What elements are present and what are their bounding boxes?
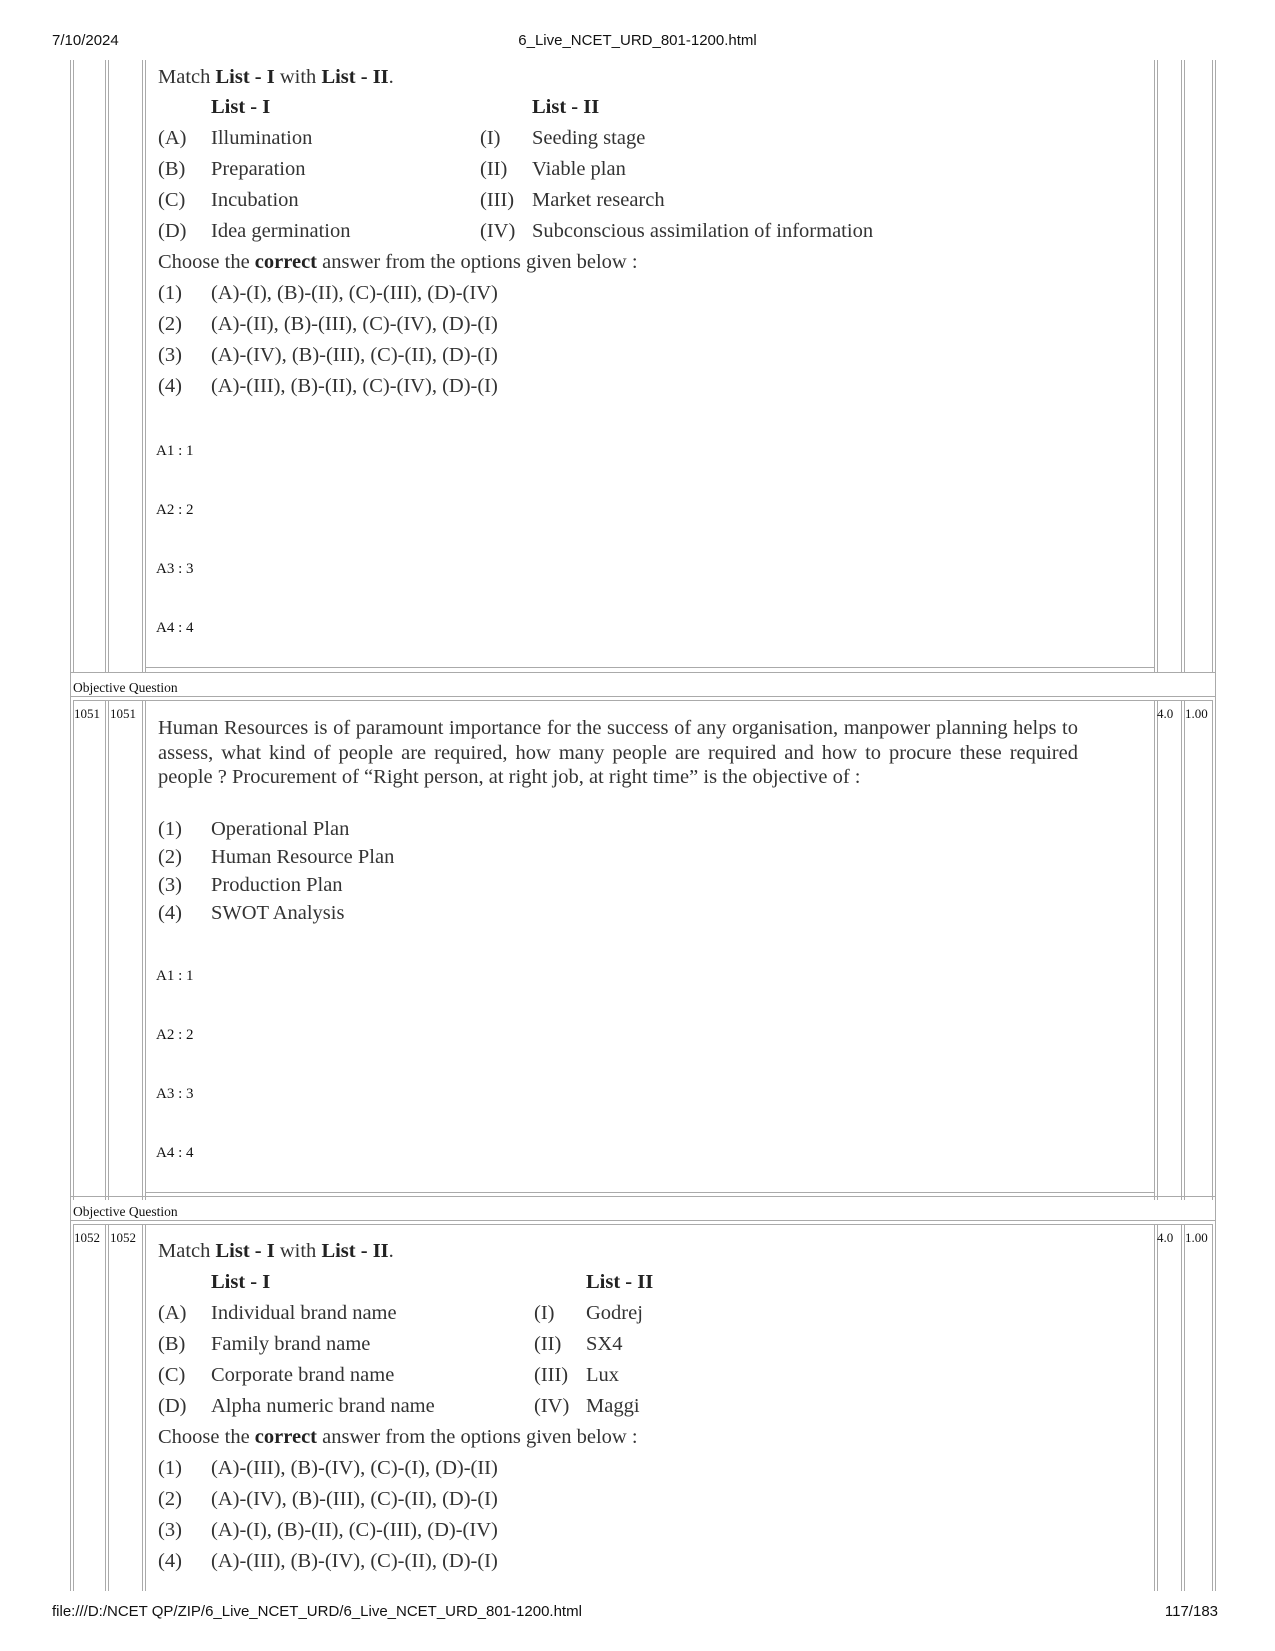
answer-option: A3 : 3	[156, 561, 194, 577]
serial-number: 1052	[74, 1230, 100, 1245]
question-stem: Match List - I with List - II.	[158, 1240, 394, 1262]
marks: 4.0	[1157, 1230, 1174, 1245]
print-date: 7/10/2024	[52, 32, 119, 49]
list-2-heading: List - II	[586, 1271, 654, 1293]
list-1-heading: List - I	[211, 1271, 271, 1293]
serial-number: 1051	[74, 706, 100, 721]
page-number: 117/183	[1164, 1603, 1218, 1620]
file-path: file:///D:/NCET QP/ZIP/6_Live_NCET_URD/6_Live_NCET_URD_801-1200.html	[52, 1603, 582, 1620]
question-type-label: Objective Question	[73, 1204, 178, 1219]
list-2-heading: List - II	[532, 96, 600, 118]
choose-instruction: Choose the correct answer from the options given below :	[158, 251, 638, 273]
answer-option: A1 : 1	[156, 968, 194, 984]
answer-option: A3 : 3	[156, 1086, 194, 1102]
answer-option: A2 : 2	[156, 502, 194, 518]
negative-marks: 1.00	[1185, 1230, 1208, 1245]
question-id: 1052	[110, 1230, 136, 1245]
answer-option: A2 : 2	[156, 1027, 194, 1043]
list-1-heading: List - I	[211, 96, 271, 118]
choose-instruction: Choose the correct answer from the options given below :	[158, 1426, 638, 1448]
question-stem: Match List - I with List - II.	[158, 66, 394, 88]
question-id: 1051	[110, 706, 136, 721]
negative-marks: 1.00	[1185, 706, 1208, 721]
answer-option: A1 : 1	[156, 443, 194, 459]
answer-option: A4 : 4	[156, 620, 194, 636]
question-stem: Human Resources is of paramount importance for the success of any organisation, manpower planning helps to assess, what kind of people are required, how many people are required and how to procure these required people ? Procurement of “Right person, at right job, at right time” is the objective of :	[158, 717, 1078, 788]
answer-option: A4 : 4	[156, 1145, 194, 1161]
question-type-label: Objective Question	[73, 680, 178, 695]
document-title: 6_Live_NCET_URD_801-1200.html	[518, 32, 757, 49]
marks: 4.0	[1157, 706, 1174, 721]
